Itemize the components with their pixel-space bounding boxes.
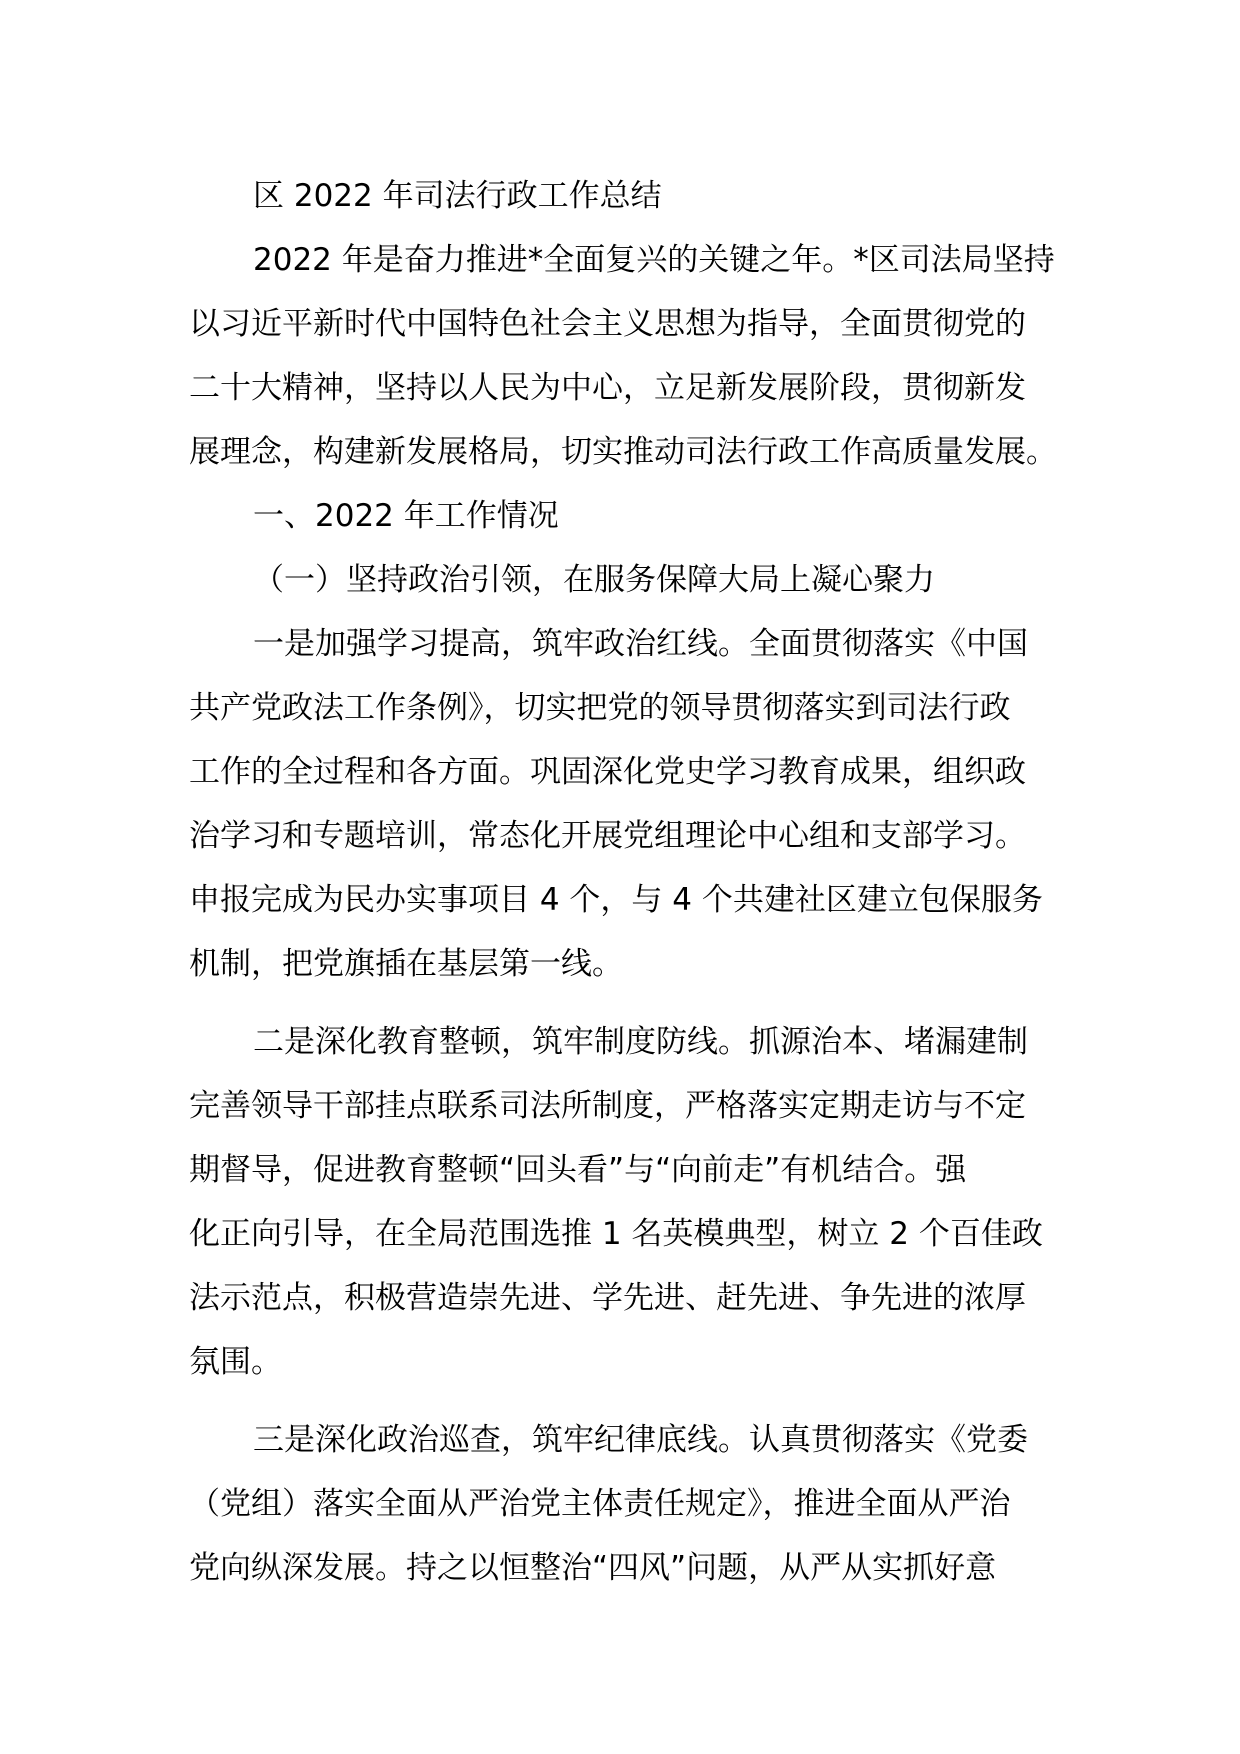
paragraph-1-line-3: 工作的全过程和各方面。巩固深化党史学习教育成果，组织政 bbox=[189, 754, 1026, 790]
paragraph-1-line-2: 共产党政法工作条例》，切实把党的领导贯彻落实到司法行政 bbox=[189, 690, 1011, 726]
intro-line-4: 展理念，构建新发展格局，切实推动司法行政工作高质量发展。 bbox=[189, 434, 1057, 470]
section-heading: 一、2022 年工作情况 bbox=[253, 498, 559, 534]
paragraph-1-line-1: 一是加强学习提高，筑牢政治红线。全面贯彻落实《中国 bbox=[253, 626, 1028, 662]
paragraph-2-line-2: 完善领导干部挂点联系司法所制度，严格落实定期走访与不定 bbox=[189, 1088, 1026, 1124]
paragraph-2-line-5: 法示范点，积极营造崇先进、学先进、赶先进、争先进的浓厚 bbox=[189, 1280, 1026, 1316]
paragraph-3-line-2: （党组）落实全面从严治党主体责任规定》，推进全面从严治 bbox=[189, 1486, 1011, 1522]
subsection-heading: （一）坚持政治引领，在服务保障大局上凝心聚力 bbox=[253, 562, 935, 598]
intro-line-1: 2022 年是奋力推进*全面复兴的关键之年。*区司法局坚持 bbox=[253, 242, 1055, 278]
document-title: 区 2022 年司法行政工作总结 bbox=[253, 178, 662, 214]
paragraph-1-line-5: 申报完成为民办实事项目 4 个，与 4 个共建社区建立包保服务 bbox=[189, 882, 1043, 918]
paragraph-2-line-6: 氛围。 bbox=[189, 1344, 282, 1380]
paragraph-2-line-3: 期督导，促进教育整顿“回头看”与“向前走”有机结合。强 bbox=[189, 1152, 967, 1188]
paragraph-2-line-1: 二是深化教育整顿，筑牢制度防线。抓源治本、堵漏建制 bbox=[253, 1024, 1028, 1060]
intro-line-2: 以习近平新时代中国特色社会主义思想为指导，全面贯彻党的 bbox=[189, 306, 1026, 342]
paragraph-1-line-4: 治学习和专题培训，常态化开展党组理论中心组和支部学习。 bbox=[189, 818, 1026, 854]
paragraph-1-line-6: 机制，把党旗插在基层第一线。 bbox=[189, 946, 623, 982]
paragraph-3-line-3: 党向纵深发展。持之以恒整治“四风”问题，从严从实抓好意 bbox=[189, 1550, 997, 1586]
intro-line-3: 二十大精神，坚持以人民为中心，立足新发展阶段，贯彻新发 bbox=[189, 370, 1026, 406]
paragraph-2-line-4: 化正向引导，在全局范围选推 1 名英模典型，树立 2 个百佳政 bbox=[189, 1216, 1043, 1252]
paragraph-3-line-1: 三是深化政治巡查，筑牢纪律底线。认真贯彻落实《党委 bbox=[253, 1422, 1028, 1458]
